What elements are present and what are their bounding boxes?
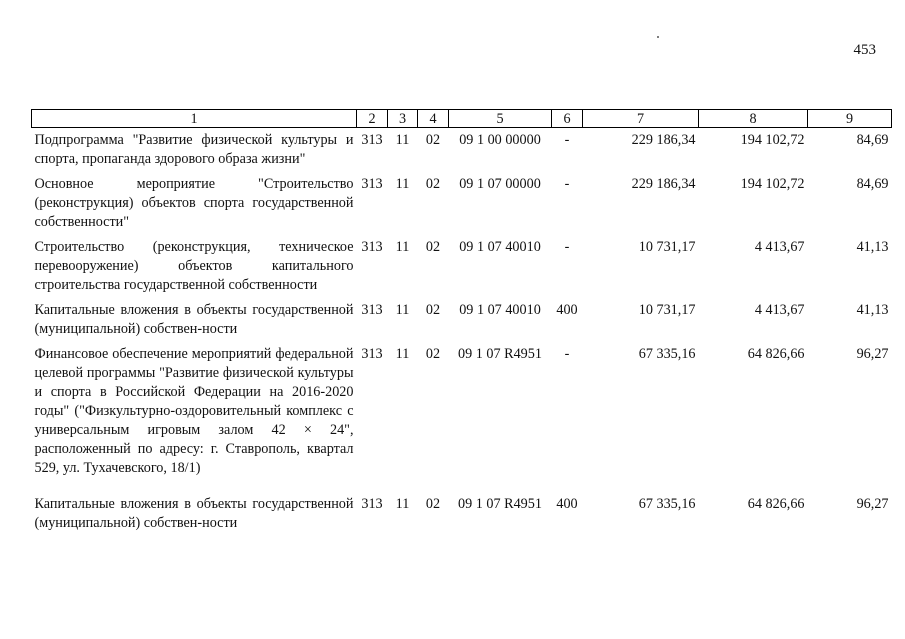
- cell-executed: 64 826,66: [747, 496, 805, 512]
- col-header-2: 2: [357, 110, 388, 128]
- col-header-8: 8: [699, 110, 808, 128]
- cell-section: 11: [395, 496, 410, 512]
- cell-percent: 96,27: [856, 496, 889, 512]
- cell-percent: 96,27: [856, 346, 889, 362]
- cell-executed: 194 102,72: [740, 176, 805, 192]
- row-name: Подпрограмма "Развитие физической культуры и спорта, пропаганда здорового образа жизни": [34, 132, 354, 167]
- col-header-1: 1: [32, 110, 357, 128]
- row-name: Капитальные вложения в объекты государственной (муниципальной) собствен-ности: [34, 302, 354, 337]
- table-row: [32, 128, 892, 173]
- cell-expense-type: -: [564, 346, 570, 362]
- table-row: [32, 172, 892, 235]
- cell-subsection: 02: [425, 239, 441, 255]
- table-row: [32, 481, 892, 536]
- cell-subsection: 02: [425, 302, 441, 318]
- cell-target-code: 09 1 07 00000: [459, 176, 541, 192]
- table-row: [32, 342, 892, 481]
- cell-section: 11: [395, 346, 410, 362]
- cell-planned: 10 731,17: [638, 302, 696, 318]
- cell-executed: 4 413,67: [754, 239, 805, 255]
- cell-expense-type: -: [564, 176, 570, 192]
- cell-target-code: 09 1 00 00000: [459, 132, 541, 148]
- cell-ministry: 313: [361, 176, 383, 192]
- cell-section: 11: [395, 176, 410, 192]
- cell-planned: 67 335,16: [638, 346, 696, 362]
- cell-subsection: 02: [425, 132, 441, 148]
- cell-expense-type: 400: [556, 302, 578, 318]
- cell-expense-type: -: [564, 239, 570, 255]
- cell-percent: 84,69: [856, 176, 889, 192]
- header-row: [32, 110, 892, 128]
- table-row: [32, 298, 892, 342]
- row-name: Основное мероприятие "Строительство (реконструкция) объектов спорта государственной собственности": [34, 176, 354, 230]
- cell-target-code: 09 1 07 R4951: [458, 346, 542, 362]
- col-header-4: 4: [418, 110, 449, 128]
- row-name: Финансовое обеспечение мероприятий федеральной целевой программы "Развитие физической культуры и спорта в Российской Федерации на 2016-2020 годы" ("Физкультурно-оздоровительный комплекс с универсальным игровым залом 42 × 24", расположенный по адресу: г. Ставрополь, квартал 529, ул. Тухачевского, 18/1): [34, 346, 354, 476]
- cell-target-code: 09 1 07 R4951: [458, 496, 542, 512]
- cell-ministry: 313: [361, 496, 383, 512]
- cell-percent: 41,13: [856, 302, 889, 318]
- page-number: 453: [853, 42, 876, 58]
- cell-planned: 229 186,34: [631, 132, 696, 148]
- cell-section: 11: [395, 132, 410, 148]
- cell-ministry: 313: [361, 346, 383, 362]
- cell-target-code: 09 1 07 40010: [459, 302, 541, 318]
- cell-expense-type: -: [564, 132, 570, 148]
- cell-executed: 64 826,66: [747, 346, 805, 362]
- cell-section: 11: [395, 239, 410, 255]
- cell-expense-type: 400: [556, 496, 578, 512]
- table-row: [32, 235, 892, 298]
- cell-subsection: 02: [425, 346, 441, 362]
- cell-percent: 41,13: [856, 239, 889, 255]
- cell-subsection: 02: [425, 176, 441, 192]
- cell-ministry: 313: [361, 132, 383, 148]
- col-header-5: 5: [449, 110, 552, 128]
- cell-target-code: 09 1 07 40010: [459, 239, 541, 255]
- cell-ministry: 313: [361, 239, 383, 255]
- cell-section: 11: [395, 302, 410, 318]
- col-header-3: 3: [388, 110, 418, 128]
- col-header-9: 9: [808, 110, 892, 128]
- cell-planned: 229 186,34: [631, 176, 696, 192]
- cell-percent: 84,69: [856, 132, 889, 148]
- scan-speck: [657, 36, 659, 38]
- cell-executed: 194 102,72: [740, 132, 805, 148]
- cell-executed: 4 413,67: [754, 302, 805, 318]
- row-name: Капитальные вложения в объекты государственной (муниципальной) собствен-ности: [34, 496, 354, 531]
- cell-ministry: 313: [361, 302, 383, 318]
- col-header-6: 6: [552, 110, 583, 128]
- cell-planned: 67 335,16: [638, 496, 696, 512]
- col-header-7: 7: [583, 110, 699, 128]
- cell-subsection: 02: [425, 496, 441, 512]
- cell-planned: 10 731,17: [638, 239, 696, 255]
- budget-table: [31, 109, 892, 536]
- row-name: Строительство (реконструкция, техническое перевооружение) объектов капитального строительства государственной собственности: [34, 239, 354, 293]
